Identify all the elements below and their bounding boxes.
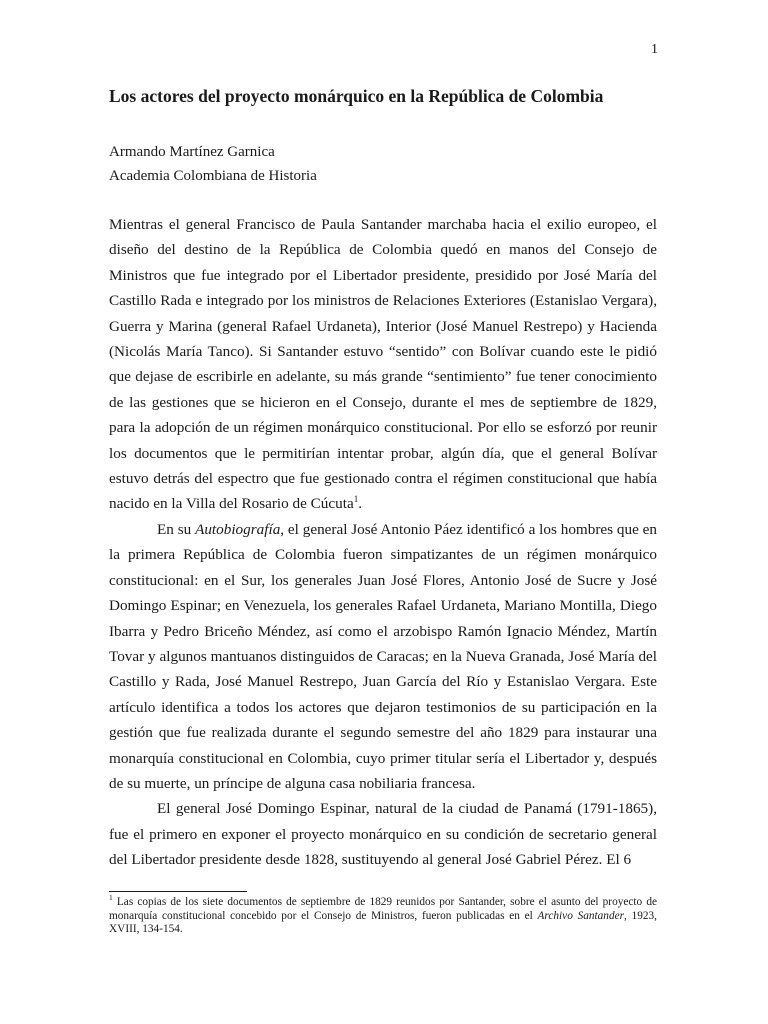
paragraph-2-intro: En su [157, 520, 196, 538]
author-name: Armando Martínez Garnica [109, 144, 275, 160]
book-title-autobiografia: Autobiografía [195, 520, 281, 538]
paragraph-1-text: Mientras el general Francisco de Paula Santander marchaba hacia el exilio europeo, el diseño del destino de la República de Colombia quedó en manos del Consejo de Ministros que fue integrado por el Libertador presidente, presidido por José María del Castillo Rada e integrado por los ministros de Relaciones Exteriores (Estanislao Vergara), Guerra y Marina (general Rafael Urdaneta), Interior (José Manuel Restrepo) y Hacienda (Nicolás María Tanco). Si Santander estuvo “sentido” con Bolívar cuando este le pidió que dejase de escribirle en adelante, su más grande “sentimiento” fue tener conocimiento de las gestiones que se hicieron en el Consejo, durante el mes de septiembre de 1829, para la adopción de un régimen monárquico constitucional. Por ello se esforzó por reunir los documentos que le permitirían intentar probar, algún día, que el general Bolívar estuvo detrás del espectro que fue gestionado contra el régimen constitucional que había nacido en la Villa del Rosario de Cúcuta [109, 216, 657, 513]
paragraph-2-text: , el general José Antonio Páez identificó a los hombres que en la primera República de Colombia fueron simpatizantes de un régimen monárquico constitucional: en el Sur, los generales Juan José Flores, Antonio José de Sucre y José Domingo Espinar; en Venezuela, los generales Rafael Urdaneta, Mariano Montilla, Diego Ibarra y Pedro Briceño Méndez, así como el arzobispo Ramón Ignacio Méndez, Martín Tovar y algunos mantuanos distinguidos de Caracas; en la Nueva Granada, José María del Castillo y Rada, José Manuel Restrepo, Juan García del Río y Estanislao Vergara. Este artículo identifica a todos los actores que dejaron testimonios de su participación en la gestión que fue realizada durante el segundo semestre del año 1829 para instaurar una monarquía constitucional en Colombia, cuyo primer titular sería el Libertador y, después de su muerte, un príncipe de alguna casa nobiliaria francesa. [109, 520, 657, 792]
author-affiliation: Academia Colombiana de Historia [109, 168, 317, 184]
paragraph-3 [109, 796, 657, 872]
paragraph-2 [109, 517, 657, 796]
page-number: 1 [651, 42, 658, 57]
paragraph-1-end: . [358, 495, 362, 513]
article-body [109, 212, 657, 873]
paragraph-3-text: El general José Domingo Espinar, natural de la ciudad de Panamá (1791-1865), fue el primero en exponer el proyecto monárquico en su condición de secretario general del Libertador presidente desde 1828, sustituyendo al general José Gabriel Pérez. El 6 [109, 800, 657, 869]
article-title: Los actores del proyecto monárquico en la República de Colombia [109, 86, 604, 106]
paragraph-1 [109, 212, 657, 517]
author-block [109, 140, 317, 188]
footnote-marker: 1 [109, 893, 113, 903]
footnote-reference[interactable]: 1 [353, 494, 359, 505]
footnote-source-title: Archivo Santander [537, 909, 625, 922]
footnote-divider [109, 891, 247, 892]
footnote-1 [109, 893, 657, 937]
footnote-text: Las copias de los siete documentos de septiembre de 1829 reunidos por Santander, sobre el asunto del proyecto de monarquía constitucional concebido por el Consejo de Ministros, fueron publicadas en el [109, 896, 657, 922]
footnote-citation: , 1923, XVIII, 134-154. [109, 909, 657, 936]
